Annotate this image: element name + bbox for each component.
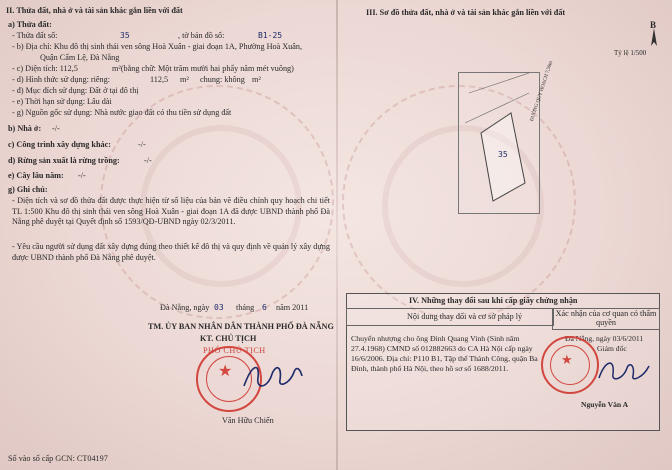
change-record-text: Chuyển nhượng cho ông Đinh Quang Vinh (Sinh năm 27.4.1968) CMND số 012882663 do CA Hà Nội cấp ngày 16/6/2006. Địa chỉ: P110 B1, Tập thể Thành Công, quận Ba Đình, thành phố Hà Nội, theo hồ sơ số 1688/2011. — [351, 334, 538, 373]
road-label: ĐƯỜNG QUY HOẠCH 7,50m — [529, 60, 555, 123]
changes-header-confirm — [552, 308, 660, 330]
date-place: Đà Nẵng, ngày — [160, 303, 210, 312]
north-arrow-label: B — [650, 20, 657, 30]
official-seal-left: ★ — [196, 346, 262, 412]
usage-shared: chung: không — [200, 75, 245, 84]
confirm-title: Giám đốc — [597, 344, 627, 353]
usage-shared-unit: m² — [252, 75, 261, 84]
construction-value: -/- — [138, 140, 146, 149]
usage-private-value: 112,5 — [150, 75, 169, 84]
vice-chair-title: PHÓ CHỦ TỊCH — [203, 346, 266, 355]
parcel-number-label: - Thửa đất số: — [12, 31, 58, 40]
construction-heading: c) Công trình xây dựng khác: — [8, 140, 111, 149]
map-scale: Tỷ lệ 1/500 — [614, 49, 647, 57]
map-sheet-number: B1-25 — [258, 31, 283, 40]
parcel-number: 35 — [120, 31, 130, 40]
section2-title: II. Thửa đất, nhà ở và tài sản khác gắn liền với đất — [6, 6, 183, 15]
usage-form-label: - d) Hình thức sử dụng: riêng: — [12, 75, 111, 84]
authority-title: TM. ỦY BAN NHÂN DÂN THÀNH PHỐ ĐÀ NẴNG — [148, 322, 334, 331]
column-confirm-header: Xác nhận của cơ quan có thẩm quyền — [555, 309, 657, 327]
usage-purpose: - đ) Mục đích sử dụng: Đất ở tại đô thị — [12, 86, 139, 95]
forest-heading: d) Rừng sản xuất là rừng trồng: — [8, 156, 120, 165]
forest-value: -/- — [144, 156, 152, 165]
changes-table — [346, 293, 660, 431]
note-1: - Diện tích và sơ đồ thửa đất được thực hiện từ số liệu của bản vẽ điều chỉnh quy hoạch chi tiết TL 1:500 Khu đô thị sinh thái ven sông Hoà Xuân - giai đoạn 1A đã được UBND thành phố Đà Nẵng phê duyệt tại Quyết định số 1593/QĐ-UBND ngày 02/3/2011. — [12, 196, 330, 227]
certificate-register-number: Số vào sổ cấp GCN: CT04197 — [8, 454, 108, 463]
signer-name-left: Văn Hữu Chiến — [222, 416, 274, 425]
address-line2: Quận Cẩm Lệ, Đà Nẵng — [40, 53, 120, 62]
vice-chair-kt: KT. CHỦ TỊCH — [200, 334, 257, 343]
note-2: - Yêu cầu người sử dụng đất xây dựng đúng theo thiết kế đô thị và quy định về quản lý xây dựng được UBND thành phố Đà Nẵng phê duyệt. — [12, 242, 330, 262]
signature-right — [595, 356, 655, 386]
north-arrow-icon — [642, 28, 666, 48]
usage-term: - e) Thời hạn sử dụng: Lâu dài — [12, 97, 112, 106]
parcel-map — [458, 72, 540, 214]
parcel-heading: a) Thửa đất: — [8, 20, 52, 29]
lot-label: 35 — [498, 150, 508, 159]
date-year: năm 2011 — [276, 303, 309, 312]
usage-private-unit: m² — [180, 75, 189, 84]
changes-header-content — [346, 308, 554, 326]
notes-heading: g) Ghi chú: — [8, 185, 48, 194]
official-seal-right: ★ — [541, 336, 599, 394]
date-day: 03 — [214, 303, 224, 312]
right-panel — [338, 0, 672, 470]
column-content-header: Nội dung thay đổi và cơ sở pháp lý — [407, 312, 523, 321]
section4-title: IV. Những thay đổi sau khi cấp giấy chứng nhận — [409, 296, 578, 305]
date-month-label: tháng — [236, 303, 255, 312]
perennial-heading: e) Cây lâu năm: — [8, 171, 64, 180]
section3-title: III. Sơ đồ thửa đất, nhà ở và tài sản khác gắn liền với đất — [366, 8, 566, 17]
confirm-date: Đà Nẵng, ngày 03/6/2011 — [565, 334, 644, 343]
house-heading: b) Nhà ở: — [8, 124, 42, 133]
perennial-value: -/- — [78, 171, 86, 180]
usage-origin: - g) Nguồn gốc sử dụng: Nhà nước giao đất có thu tiền sử dụng đất — [12, 108, 232, 117]
signature-left — [238, 358, 308, 394]
area-label: - c) Diện tích: 112,5 — [12, 64, 78, 73]
area-in-words: m²(bằng chữ: Một trăm mười hai phẩy năm mét vuông) — [112, 64, 294, 73]
confirm-signer: Nguyễn Văn A — [581, 400, 629, 409]
map-sheet-label: , tờ bản đồ số: — [178, 31, 225, 40]
address-line1: - b) Địa chỉ: Khu đô thị sinh thái ven sông Hoà Xuân - giai đoạn 1A, Phường Hoà Xuân, — [12, 42, 303, 51]
date-month: 6 — [262, 303, 267, 312]
parcel-drawing — [459, 73, 539, 213]
house-value: -/- — [52, 124, 60, 133]
